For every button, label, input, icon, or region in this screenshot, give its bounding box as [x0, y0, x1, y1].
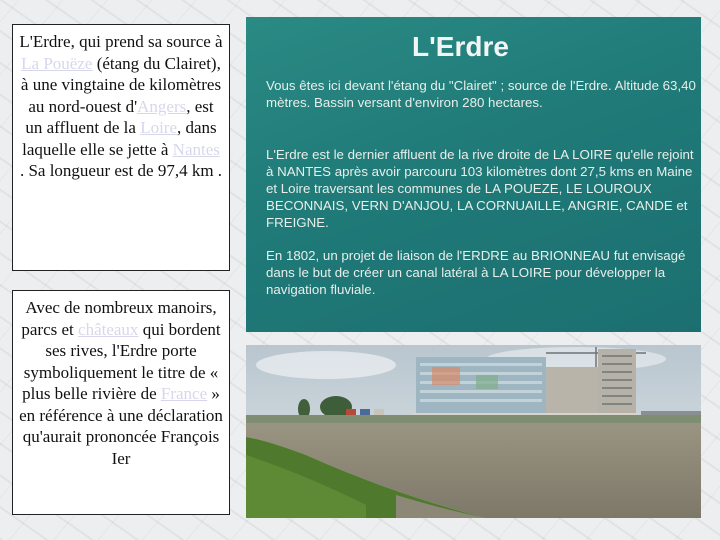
- intro-text-4: , dans laquelle elle se jette à: [22, 118, 217, 159]
- sign-paragraph-source: Vous êtes ici devant l'étang du "Clairet" ; source de l'Erdre. Altitude 63,40 mètres. Bassin versant d'environ 280 hectares.: [266, 78, 696, 110]
- intro-text-3: , est un affluent de la: [25, 96, 214, 137]
- desc-text-1: Avec de nombreux manoirs, parcs et: [21, 298, 217, 339]
- link-angers[interactable]: Angers: [137, 96, 187, 116]
- sign-paragraph-course: L'Erdre est le dernier affluent de la rive droite de LA LOIRE qu'elle rejoint à NANTES après avoir parcouru 103 kilomètres dont 27,5 kms en Maine et Loire traversant les communes de LA POUEZE, LE LOUROUX BECONNAIS, VERN D'ANJOU, LA CORNUAILLE, ANGRIE, CANDE et FREIGNE.: [266, 147, 694, 230]
- intro-text-5: . Sa longueur est de 97,4 km .: [19, 161, 223, 180]
- sign-title: L'Erdre: [412, 31, 509, 62]
- desc-text-3: » en référence à une déclaration qu'aurait prononcée François Ier: [19, 384, 223, 468]
- link-chateaux[interactable]: châteaux: [78, 319, 139, 339]
- river-scene-illustration: [246, 345, 701, 518]
- sign-paragraph-history: En 1802, un projet de liaison de l'ERDRE au BRIONNEAU fut envisagé dans le but de créer un canal latéral à LA LOIRE pour développer la navigation fluviale.: [266, 248, 686, 297]
- link-loire[interactable]: Loire: [140, 118, 178, 137]
- link-nantes[interactable]: Nantes: [172, 139, 220, 159]
- desc-text-2: qui bordent ses rives, l'Erdre porte symboliquement le titre de « plus belle rivière de: [22, 319, 221, 403]
- erdre-intro-textbox: [12, 24, 230, 271]
- erdre-description-textbox: [12, 290, 230, 515]
- river-photo: [246, 345, 701, 518]
- intro-text-2: (étang du Clairet), à une vingtaine de kilomètres au nord-ouest d': [20, 53, 222, 116]
- link-france[interactable]: France: [160, 384, 208, 403]
- intro-text-1: L'Erdre, qui prend sa source à: [19, 32, 223, 51]
- erdre-information-sign: [246, 17, 701, 332]
- link-la-poueze[interactable]: La Pouëze: [21, 53, 93, 73]
